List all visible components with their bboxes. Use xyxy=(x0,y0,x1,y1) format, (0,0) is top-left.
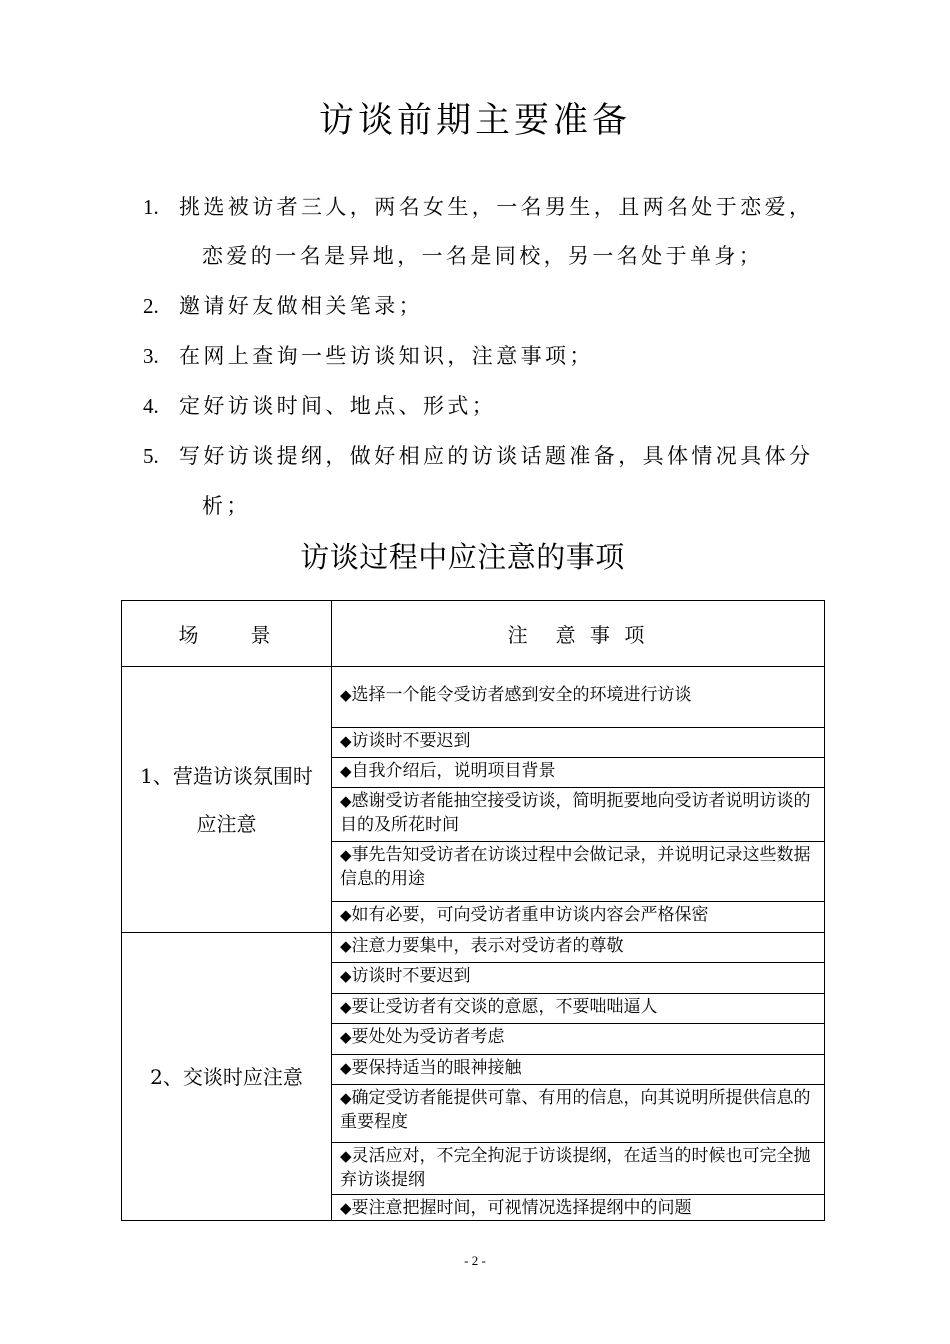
diamond-bullet-icon: ◆ xyxy=(340,1147,352,1165)
note-text: 确定受访者能提供可靠、有用的信息，向其说明所提供信息的重要程度 xyxy=(340,1088,811,1132)
note-cell xyxy=(332,758,825,788)
note-cell xyxy=(332,1195,825,1221)
document-title: 访谈前期主要准备 xyxy=(318,101,631,141)
diamond-bullet-icon: ◆ xyxy=(340,906,352,924)
note-cell xyxy=(332,1085,825,1143)
prep-item-1-continued: 恋爱的一名是异地，一名是同校，另一名处于单身； xyxy=(202,244,764,268)
note-text: 要保持适当的眼神接触 xyxy=(351,1058,522,1078)
prep-item-text: 邀请好友做相关笔录； xyxy=(179,294,423,318)
diamond-bullet-icon: ◆ xyxy=(340,846,352,864)
note-cell xyxy=(332,1024,825,1055)
header-scene: 场 景 xyxy=(122,601,332,667)
note-cell xyxy=(332,933,825,963)
page-number: - 2 - xyxy=(464,1253,486,1268)
note-text: 访谈时不要迟到 xyxy=(351,731,471,751)
prep-item-5 xyxy=(143,446,813,467)
note-cell xyxy=(332,728,825,758)
prep-item-3 xyxy=(143,346,594,367)
note-cell xyxy=(332,788,825,842)
diamond-bullet-icon: ◆ xyxy=(340,792,352,810)
table-title: 访谈过程中应注意的事项 xyxy=(300,540,625,574)
note-text: 感谢受访者能抽空接受访谈，简明扼要地向受访者说明访谈的目的及所花时间 xyxy=(340,791,811,835)
diamond-bullet-icon: ◆ xyxy=(340,937,352,955)
prep-item-number: 1. xyxy=(143,195,159,219)
diamond-bullet-icon: ◆ xyxy=(340,1028,352,1046)
scene-cell-1 xyxy=(122,667,332,933)
prep-item-text: 在网上查询一些访谈知识，注意事项； xyxy=(179,344,594,368)
scene-label-line: 2、交谈时应注意 xyxy=(150,1064,303,1089)
note-text: 事先告知受访者在访谈过程中会做记录，并说明记录这些数据信息的用途 xyxy=(340,845,811,889)
note-text: 注意力要集中，表示对受访者的尊敬 xyxy=(351,936,624,956)
prep-item-4 xyxy=(143,396,496,417)
prep-item-number: 3. xyxy=(143,344,159,368)
prep-item-number: 2. xyxy=(143,294,159,318)
scene-cell-2 xyxy=(122,933,332,1221)
prep-item-number: 5. xyxy=(143,444,159,468)
scene-label-line: 应注意 xyxy=(196,811,257,836)
note-text: 要注意把握时间，可视情况选择提纲中的问题 xyxy=(351,1198,692,1218)
note-text: 如有必要，可向受访者重申访谈内容会严格保密 xyxy=(351,905,709,925)
note-cell xyxy=(332,667,825,728)
note-cell xyxy=(332,842,825,902)
table-row xyxy=(122,933,825,963)
prep-item-1 xyxy=(143,197,813,218)
diamond-bullet-icon: ◆ xyxy=(340,1199,352,1217)
note-cell xyxy=(332,1055,825,1085)
prep-item-text: 写好访谈提纲，做好相应的访谈话题准备，具体情况具体分 xyxy=(179,444,814,468)
diamond-bullet-icon: ◆ xyxy=(340,685,352,704)
prep-item-text: 挑选被访者三人，两名女生，一名男生，且两名处于恋爱， xyxy=(179,195,814,219)
prep-item-5-continued: 析； xyxy=(202,494,251,518)
diamond-bullet-icon: ◆ xyxy=(340,967,352,985)
note-cell xyxy=(332,963,825,994)
note-text: 灵活应对，不完全拘泥于访谈提纲，在适当的时候也可完全抛弃访谈提纲 xyxy=(340,1146,811,1190)
diamond-bullet-icon: ◆ xyxy=(340,1089,352,1107)
header-notes: 注 意 事 项 xyxy=(332,601,825,667)
note-cell xyxy=(332,1143,825,1195)
note-text: 访谈时不要迟到 xyxy=(351,966,471,986)
scene-label-line: 1、营造访谈氛围时 xyxy=(140,763,313,788)
table-header-row xyxy=(122,601,825,667)
note-text: 要处处为受访者考虑 xyxy=(351,1027,505,1047)
diamond-bullet-icon: ◆ xyxy=(340,998,352,1016)
note-text: 选择一个能令受访者感到安全的环境进行访谈 xyxy=(351,684,692,705)
table-row xyxy=(122,667,825,728)
note-cell xyxy=(332,902,825,933)
note-text: 自我介绍后，说明项目背景 xyxy=(351,761,556,781)
diamond-bullet-icon: ◆ xyxy=(340,732,352,750)
note-text: 要让受访者有交谈的意愿，不要咄咄逼人 xyxy=(351,997,658,1017)
precautions-table xyxy=(121,600,825,1221)
prep-item-number: 4. xyxy=(143,394,159,418)
prep-item-2 xyxy=(143,296,423,317)
note-cell xyxy=(332,994,825,1024)
prep-item-text: 定好访谈时间、地点、形式； xyxy=(179,394,497,418)
diamond-bullet-icon: ◆ xyxy=(340,762,352,780)
diamond-bullet-icon: ◆ xyxy=(340,1059,352,1077)
